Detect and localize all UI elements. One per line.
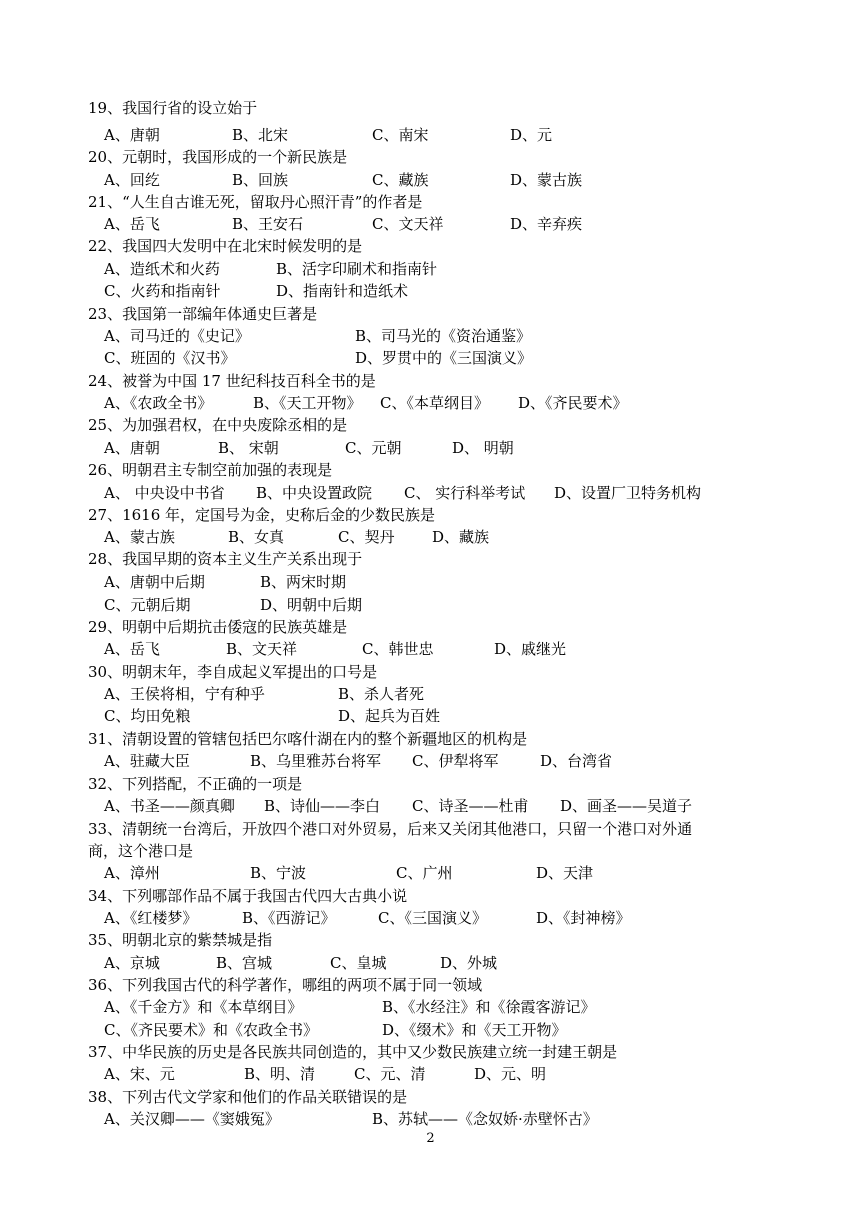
option-text: B、两宋时期 [260, 573, 347, 591]
option-text: C、伊犁将军 [412, 752, 499, 770]
option-text: B、苏轼——《念奴娇·赤壁怀古》 [372, 1110, 598, 1128]
question-line [0, 235, 861, 257]
question-text: 25、为加强君权，在中央废除丞相的是 [88, 416, 348, 434]
options-line [0, 437, 861, 459]
option-text: A、唐朝 [104, 126, 160, 144]
option-text: B、《西游记》 [242, 909, 336, 927]
option-text: A、王侯将相，宁有种乎 [104, 685, 265, 703]
option-text: B、宫城 [216, 954, 273, 972]
option-text: B、杀人者死 [338, 685, 425, 703]
option-text: A、岳飞 [104, 215, 160, 233]
option-text: A、造纸术和火药 [104, 260, 220, 278]
option-text: B、司马光的《资治通鉴》 [355, 327, 532, 345]
question-line [0, 414, 861, 436]
question-line [0, 773, 861, 795]
option-text: D、明朝中后期 [260, 596, 363, 614]
option-text: B、中央设置政院 [256, 484, 373, 502]
option-text: C、南宋 [372, 126, 429, 144]
options-line [0, 1108, 861, 1130]
option-text: B、诗仙——李白 [264, 797, 381, 815]
option-text: C、《三国演义》 [378, 909, 487, 927]
option-text: D、指南针和造纸术 [276, 282, 409, 300]
question-text: 37、中华民族的历史是各民族共同创造的，其中又少数民族建立统一封建王朝是 [88, 1043, 618, 1061]
option-text: A、《农政全书》 [104, 394, 213, 412]
question-line [0, 1086, 861, 1108]
option-text: B、明、清 [244, 1065, 316, 1083]
option-text: A、京城 [104, 954, 160, 972]
question-text: 30、明朝末年，李自成起义军提出的口号是 [88, 663, 378, 681]
question-text: 36、下列我国古代的科学著作，哪组的两项不属于同一领域 [88, 976, 483, 994]
option-text: C、广州 [396, 864, 453, 882]
option-text: D、外城 [440, 954, 498, 972]
option-text: B、北宋 [232, 126, 289, 144]
options-line [0, 213, 861, 235]
option-text: D、起兵为百姓 [338, 707, 441, 725]
option-text: A、《红楼梦》 [104, 909, 198, 927]
option-text: B、 宋朝 [218, 439, 279, 457]
option-text: D、画圣——吴道子 [560, 797, 693, 815]
question-line [0, 840, 861, 862]
option-text: C、诗圣——杜甫 [412, 797, 529, 815]
question-text: 38、下列古代文学家和他们的作品关联错误的是 [88, 1088, 408, 1106]
option-text: C、韩世忠 [362, 640, 434, 658]
option-text: D、藏族 [432, 528, 490, 546]
option-text: A、漳州 [104, 864, 160, 882]
option-text: A、回纥 [104, 171, 160, 189]
question-line [0, 548, 861, 570]
options-line [0, 705, 861, 727]
question-text: 20、元朝时，我国形成的一个新民族是 [88, 148, 348, 166]
question-line [0, 929, 861, 951]
question-text: 29、明朝中后期抗击倭寇的民族英雄是 [88, 618, 348, 636]
question-text: 27、1616 年，定国号为金，史称后金的少数民族是 [88, 506, 436, 524]
option-text: B、文天祥 [226, 640, 298, 658]
option-text: D、罗贯中的《三国演义》 [355, 349, 533, 367]
option-text: A、蒙古族 [104, 528, 175, 546]
question-text: 28、我国早期的资本主义生产关系出现于 [88, 550, 363, 568]
question-text: 34、下列哪部作品不属于我国古代四大古典小说 [88, 887, 408, 905]
option-text: D、天津 [536, 864, 594, 882]
question-line [0, 885, 861, 907]
option-text: A、书圣——颜真卿 [104, 797, 235, 815]
options-line [0, 862, 861, 884]
option-text: D、 明朝 [452, 439, 514, 457]
option-text: C、班固的《汉书》 [104, 349, 236, 367]
question-line [0, 616, 861, 638]
question-text: 24、被誉为中国 17 世纪科技百科全书的是 [88, 372, 376, 390]
option-text: C、火药和指南针 [104, 282, 221, 300]
options-line [0, 280, 861, 302]
option-text: D、设置厂卫特务机构 [554, 484, 702, 502]
option-text: D、《封神榜》 [536, 909, 631, 927]
options-line [0, 907, 861, 929]
option-text: B、《天工开物》 [253, 394, 362, 412]
option-text: D、台湾省 [540, 752, 613, 770]
option-text: B、宁波 [250, 864, 307, 882]
question-line [0, 370, 861, 392]
option-text: B、《水经注》和《徐霞客游记》 [382, 998, 596, 1016]
option-text: A、唐朝 [104, 439, 160, 457]
option-text: C、《齐民要术》和《农政全书》 [104, 1021, 318, 1039]
options-line [0, 169, 861, 191]
page-number: 2 [426, 1131, 435, 1146]
question-text: 26、明朝君主专制空前加强的表现是 [88, 461, 333, 479]
options-line [0, 124, 861, 146]
option-text: A、关汉卿——《窦娥冤》 [104, 1110, 280, 1128]
options-line [0, 1019, 861, 1041]
option-text: D、戚继光 [494, 640, 567, 658]
options-line [0, 392, 861, 414]
option-text: D、元 [510, 126, 553, 144]
question-text: 33、清朝统一台湾后，开放四个港口对外贸易，后来又关闭其他港口，只留一个港口对外通 [88, 820, 693, 838]
question-text: 19、我国行省的设立始于 [88, 99, 258, 117]
options-line [0, 638, 861, 660]
option-text: B、活字印刷术和指南针 [276, 260, 438, 278]
options-line [0, 996, 861, 1018]
option-text: A、《千金方》和《本草纲目》 [104, 998, 303, 1016]
option-text: D、《齐民要术》 [518, 394, 628, 412]
option-text: C、元朝后期 [104, 596, 191, 614]
option-text: B、回族 [232, 171, 289, 189]
option-text: D、《缀术》和《天工开物》 [382, 1021, 567, 1039]
options-line [0, 571, 861, 593]
option-text: C、元、清 [354, 1065, 426, 1083]
option-text: C、契丹 [338, 528, 395, 546]
option-text: D、辛弃疾 [510, 215, 583, 233]
question-text: 32、下列搭配，不正确的一项是 [88, 775, 303, 793]
options-line [0, 526, 861, 548]
options-line [0, 258, 861, 280]
question-text: 21、“人生自古谁无死，留取丹心照汗青”的作者是 [88, 193, 423, 211]
options-line [0, 750, 861, 772]
option-text: C、文天祥 [372, 215, 444, 233]
option-text: B、乌里雅苏台将军 [250, 752, 382, 770]
option-text: C、藏族 [372, 171, 429, 189]
option-text: D、元、明 [474, 1065, 547, 1083]
options-line [0, 795, 861, 817]
question-line [0, 459, 861, 481]
option-text: C、《本草纲目》 [380, 394, 489, 412]
question-text: 商，这个港口是 [88, 842, 194, 860]
question-text: 31、清朝设置的管辖包括巴尔喀什湖在内的整个新疆地区的机构是 [88, 730, 528, 748]
options-line [0, 325, 861, 347]
option-text: B、女真 [228, 528, 285, 546]
option-text: C、皇城 [330, 954, 387, 972]
option-text: A、唐朝中后期 [104, 573, 205, 591]
option-text: A、 中央设中书省 [104, 484, 225, 502]
question-line [0, 728, 861, 750]
option-text: C、 实行科举考试 [404, 484, 526, 502]
option-text: A、岳飞 [104, 640, 160, 658]
option-text: A、宋、元 [104, 1065, 175, 1083]
options-line [0, 1063, 861, 1085]
question-text: 22、我国四大发明中在北宋时候发明的是 [88, 237, 363, 255]
question-line [0, 818, 861, 840]
question-line [0, 974, 861, 996]
question-text: 23、我国第一部编年体通史巨著是 [88, 305, 318, 323]
options-line [0, 952, 861, 974]
option-text: A、驻藏大臣 [104, 752, 190, 770]
option-text: C、均田免粮 [104, 707, 191, 725]
options-line [0, 594, 861, 616]
question-line [0, 97, 861, 119]
question-line [0, 303, 861, 325]
option-text: B、王安石 [232, 215, 304, 233]
options-line [0, 347, 861, 369]
question-line [0, 1041, 861, 1063]
question-line [0, 661, 861, 683]
options-line [0, 482, 861, 504]
question-line [0, 191, 861, 213]
question-text: 35、明朝北京的紫禁城是指 [88, 931, 273, 949]
question-line [0, 146, 861, 168]
option-text: C、元朝 [345, 439, 402, 457]
question-line [0, 504, 861, 526]
option-text: D、蒙古族 [510, 171, 583, 189]
options-line [0, 683, 861, 705]
option-text: A、司马迁的《史记》 [104, 327, 250, 345]
